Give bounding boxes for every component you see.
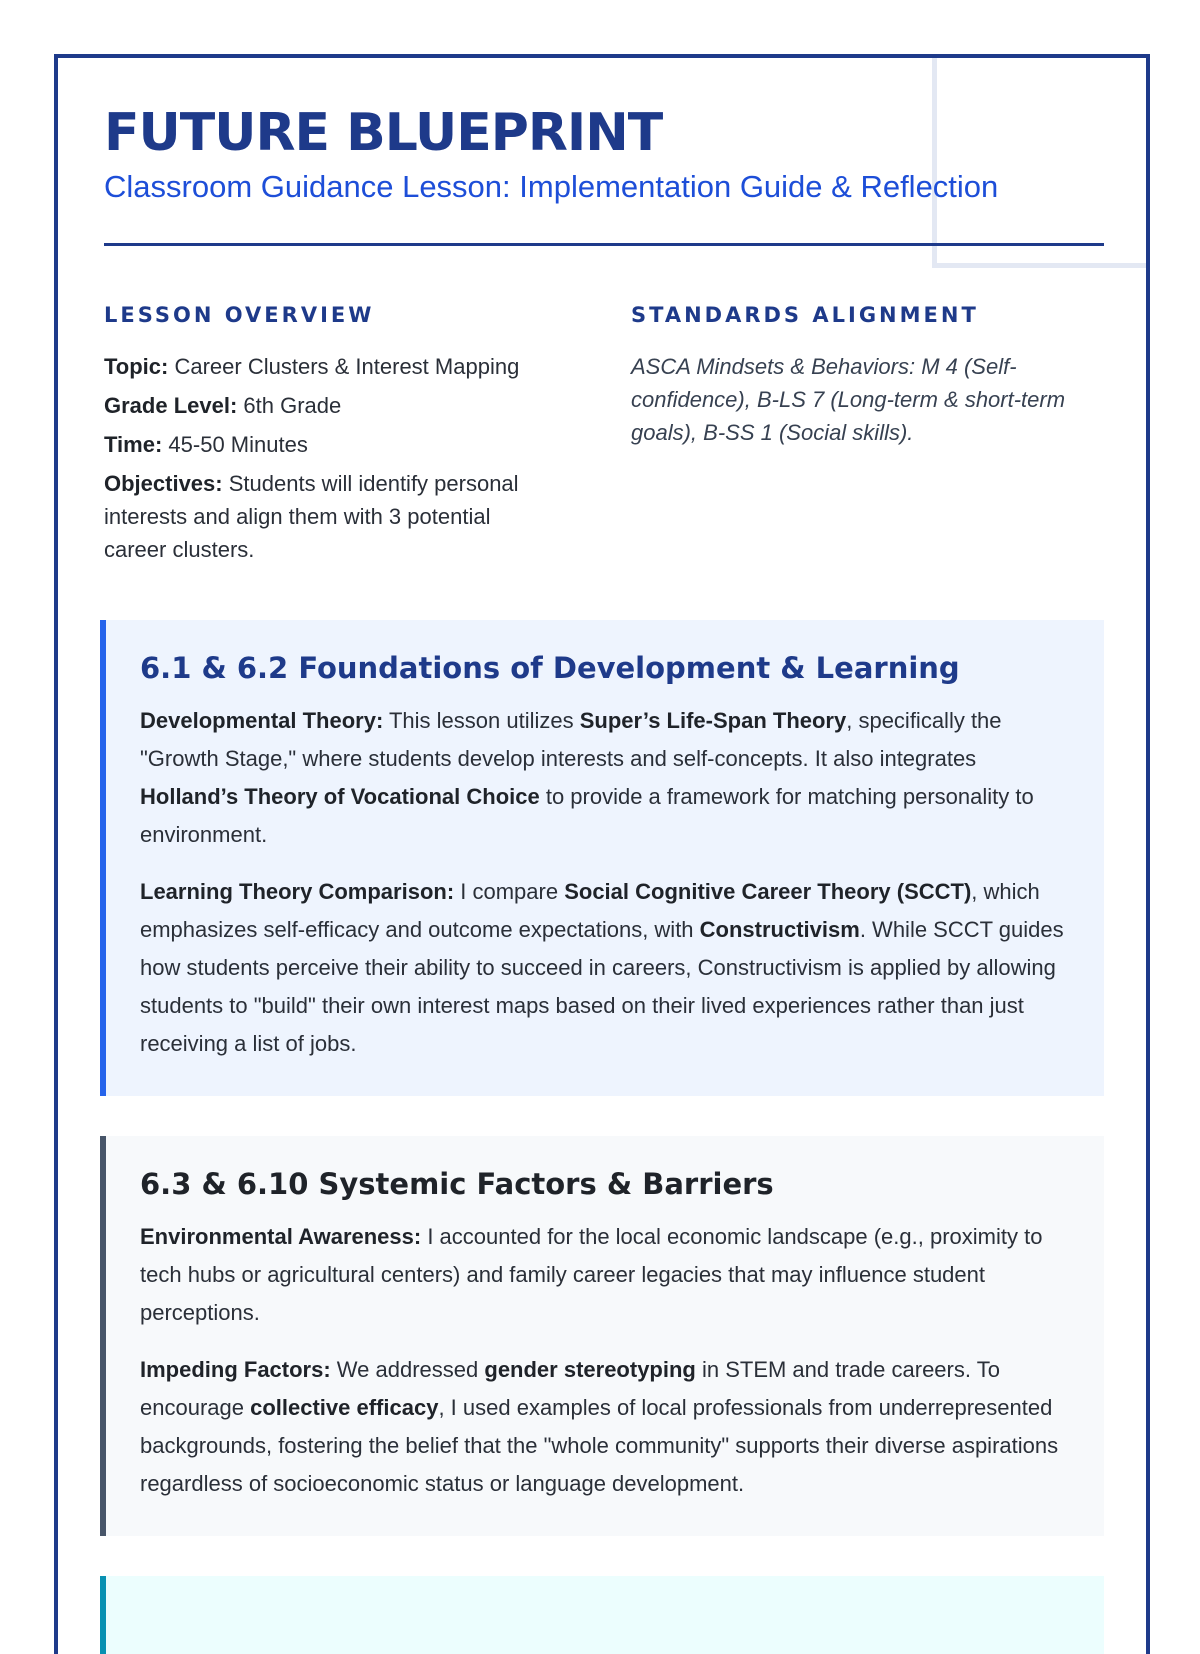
document-frame [54,54,1150,1654]
developmental-theory-label: Developmental Theory: [140,708,384,733]
foundations-title: 6.1 & 6.2 Foundations of Development & Learning [140,651,960,685]
paragraph-text: I compare [454,879,565,904]
standards-heading: STANDARDS ALIGNMENT [631,303,979,327]
paragraph-text: We addressed [330,1357,485,1382]
impeding-factors-paragraph [140,1351,1070,1503]
emphasis-text: Constructivism [699,917,860,942]
learning-theory-label: Learning Theory Comparison: [140,879,455,904]
impeding-factors-label: Impeding Factors: [140,1357,331,1382]
foundations-section [100,620,1104,1096]
header [104,103,1104,205]
environmental-awareness-label: Environmental Awareness: [140,1224,422,1249]
grade-row [104,389,554,422]
page-title: FUTURE BLUEPRINT [104,103,663,163]
emphasis-text: gender stereotyping [484,1357,696,1382]
systemic-factors-section [100,1136,1104,1536]
time-value: 45-50 Minutes [168,432,308,457]
emphasis-text: Social Cognitive Career Theory (SCCT) [564,879,972,904]
objectives-row [104,467,554,566]
objectives-label: Objectives: [104,471,223,496]
developmental-theory-paragraph [140,702,1070,854]
time-label: Time: [104,432,163,457]
environmental-awareness-paragraph [140,1218,1070,1332]
paragraph-text: , I used examples of local professionals from underrepresented backgrounds, fostering the belief that the "whole community" supports their diverse aspirations regardless of socioeconomic status or language development. [140,1395,1059,1496]
emphasis-text: Super’s Life-Span Theory [579,708,847,733]
time-row [104,428,554,461]
lesson-overview-heading: LESSON OVERVIEW [104,303,375,327]
paragraph-text: in STEM and trade careers. To encourage [140,1357,1000,1420]
learning-theory-paragraph [140,873,1070,1063]
paragraph-text: This lesson utilizes [383,708,580,733]
topic-label: Topic: [104,354,169,379]
paragraph-text: to provide a framework for matching personality to environment. [140,784,1034,847]
grade-label: Grade Level: [104,393,238,418]
topic-value: Career Clusters & Interest Mapping [174,354,520,379]
topic-row [104,350,554,383]
paragraph-text: , which emphasizes self-efficacy and outcome expectations, with [140,879,1040,942]
page-subtitle: Classroom Guidance Lesson: Implementation Guide & Reflection [104,168,999,204]
lesson-overview [104,303,554,566]
emphasis-text: collective efficacy [250,1395,439,1420]
header-divider [104,243,1104,246]
paragraph-text: , specifically the "Growth Stage," where students develop interests and self-concepts. It also integrates [140,708,1002,771]
paragraph-text: I accounted for the local economic landscape (e.g., proximity to tech hubs or agricultural centers) and family career legacies that may influence student perceptions. [140,1224,1043,1325]
grade-value: 6th Grade [243,393,342,418]
emphasis-text: Holland’s Theory of Vocational Choice [140,784,540,809]
standards-alignment [631,303,1101,449]
next-section-card [100,1576,1104,1654]
paragraph-text: . While SCCT guides how students perceive their ability to succeed in careers, Constructivism is applied by allowing students to "build" their own interest maps based on their lived experiences rather than just receiving a list of jobs. [140,917,1064,1056]
standards-text: ASCA Mindsets & Behaviors: M 4 (Self-confidence), B-LS 7 (Long-term & short-term goals), B-SS 1 (Social skills). [631,354,1066,445]
systemic-factors-title: 6.3 & 6.10 Systemic Factors & Barriers [140,1167,774,1201]
objectives-value: Students will identify personal interests and align them with 3 potential career clusters. [104,471,519,562]
